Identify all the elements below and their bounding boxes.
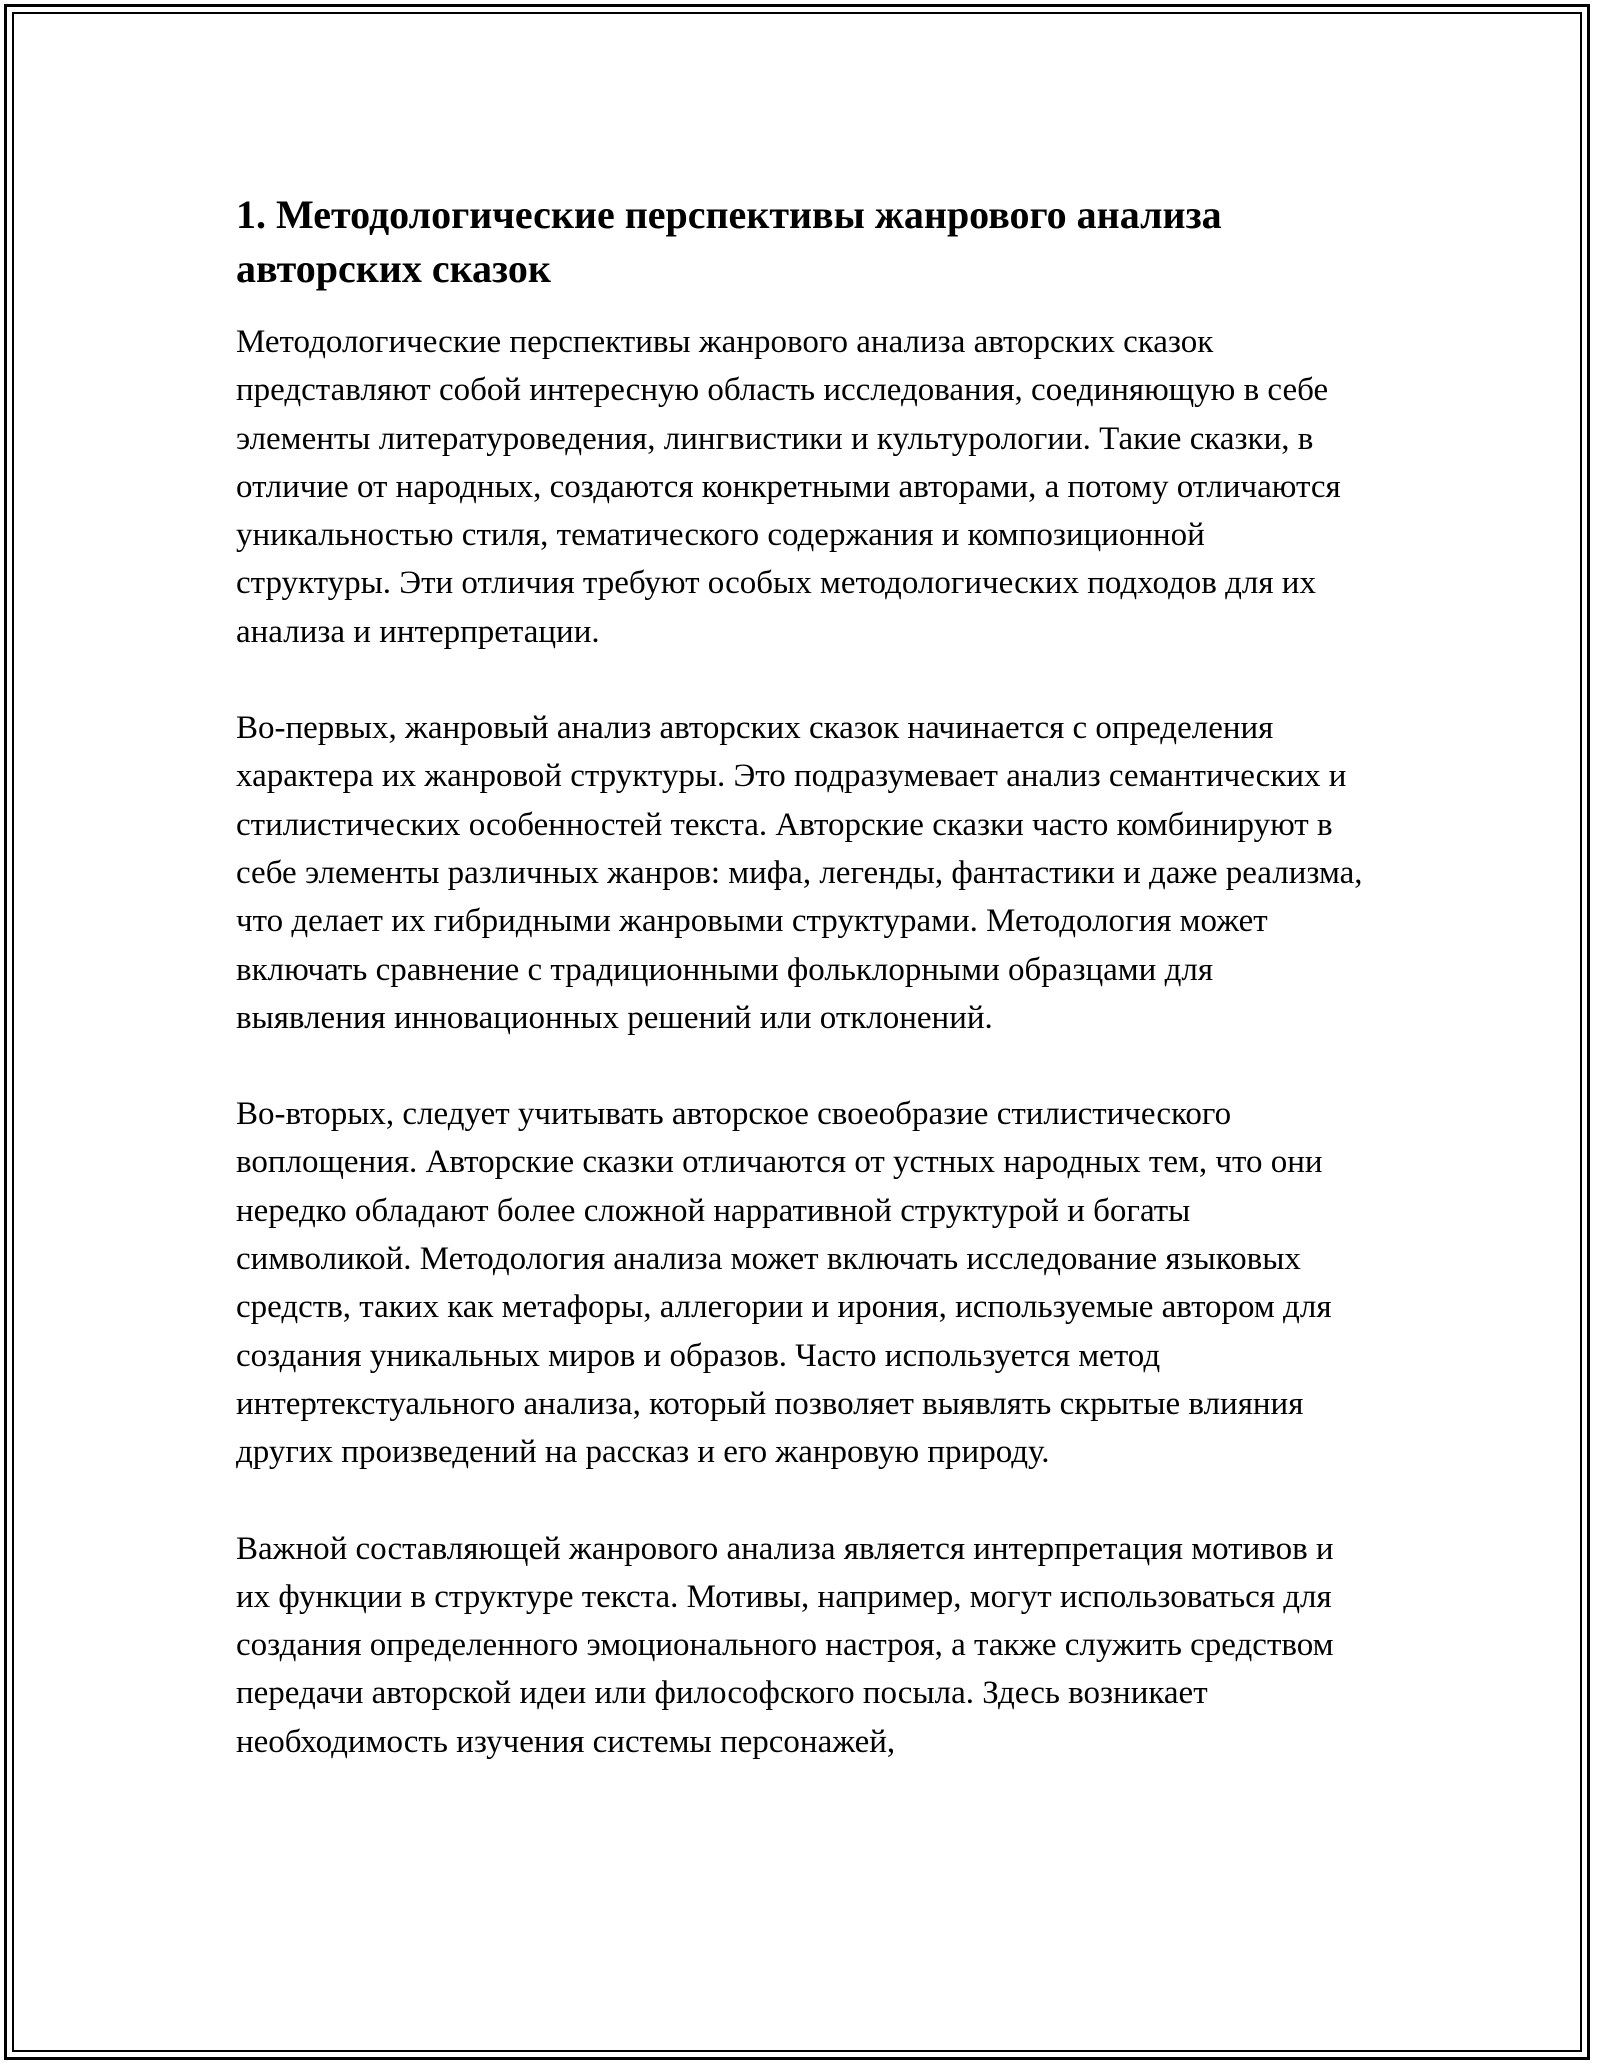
section-heading-line-2: авторских сказок (236, 246, 551, 291)
paragraph-list (236, 318, 1366, 1766)
paragraph-2: Во-первых, жанровый анализ авторских сказок начинается с определения характера их жанровой структуры. Это подразумевает анализ семантических и стилистических особенностей текста. Авторские сказки часто комбинируют в себе элементы различных жанров: мифа, легенды, фантастики и даже реализма, что делает их гибридными жанровыми структурами. Методология может включать сравнение с традиционными фольклорными образцами для выявления инновационных решений или отклонений. (236, 710, 1363, 1036)
paragraph-1: Методологические перспективы жанрового анализа авторских сказок представляют собой интересную область исследования, соединяющую в себе элементы литературоведения, лингвистики и культурологии. Такие сказки, в отличие от народных, создаются конкретными авторами, а потому отличаются уникальностью стиля, тематического содержания и композиционной структуры. Эти отличия требуют особых методологических подходов для их анализа и интерпретации. (236, 324, 1341, 650)
paragraph-4: Важной составляющей жанрового анализа является интерпретация мотивов и их функции в структуре текста. Мотивы, например, могут использоваться для создания определенного эмоционального настроя, а также служить средством передачи авторской идеи или философского посыла. Здесь возникает необходимость изучения системы персонажей, (236, 1530, 1334, 1760)
section-heading-line-1: 1. Методологические перспективы жанрового анализа (236, 192, 1222, 237)
paragraph-3: Во-вторых, следует учитывать авторское своеобразие стилистического воплощения. Авторские сказки отличаются от устных народных тем, что они нередко обладают более сложной нарративной структурой и богаты символикой. Методология анализа может включать исследование языковых средств, таких как метафоры, аллегории и ирония, используемые автором для создания уникальных миров и образов. Часто используется метод интертекстуального анализа, который позволяет выявлять скрытые влияния других произведений на рассказ и его жанровую природу. (236, 1096, 1332, 1471)
document-body (236, 188, 1366, 1814)
section-heading (236, 188, 1366, 296)
